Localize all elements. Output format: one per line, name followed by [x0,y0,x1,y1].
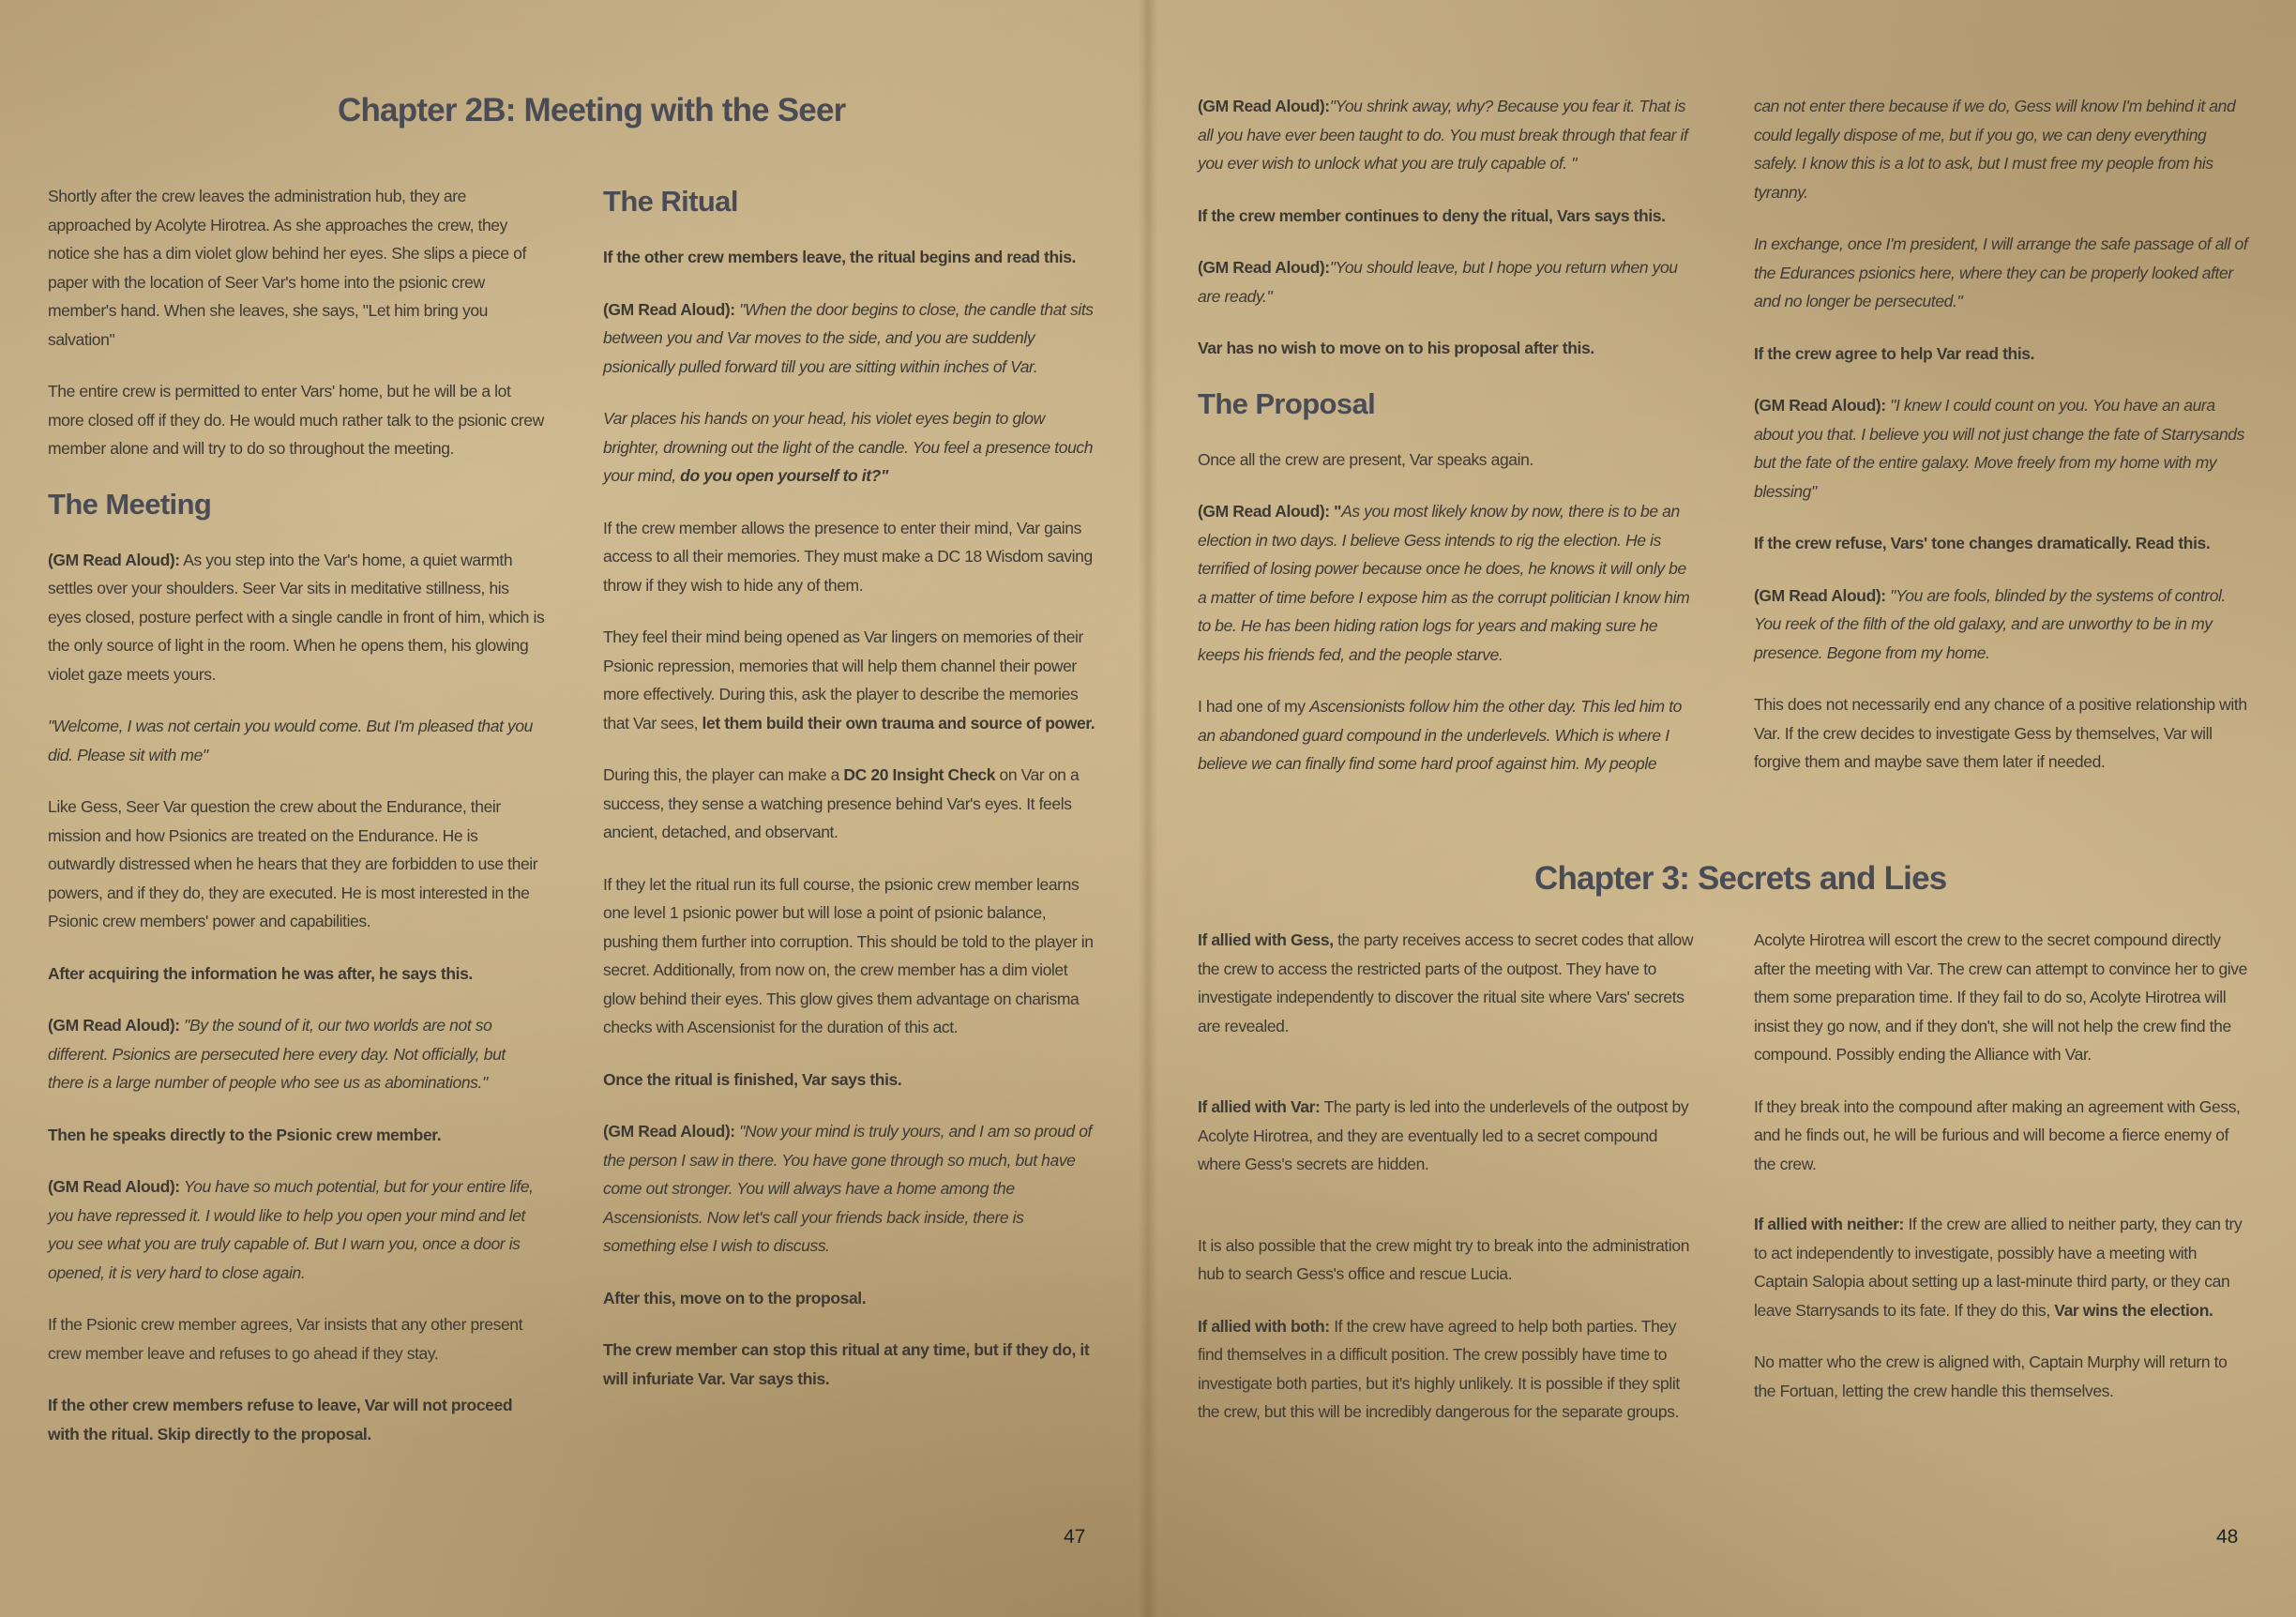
var-quote: "Welcome, I was not certain you would come. But I'm pleased that you did. Please sit with me" [48,717,534,764]
gm-read-aloud-paragraph [1198,497,1695,669]
heading-the-meeting: The Meeting [48,487,212,521]
instruction-paragraph: After acquiring the information he was after, he says this. [48,963,473,983]
body-paragraph: It is also possible that the crew might try to break into the administration hub to search Gess's office and rescue Lucia. [1198,1235,1690,1283]
gm-text: "You should leave, but I hope you return when you are ready." [1198,258,1678,306]
gm-label: (GM Read Aloud): [1198,258,1330,277]
instruction-paragraph: Then he speaks directly to the Psionic crew member. [48,1125,442,1144]
page-number-left: 47 [1064,1526,1086,1548]
gm-text: "I knew I could count on you. You have an aura about you that. I believe you will not just change the fate of Starrysands but the fate of the entire galaxy. Move freely from my home with my blessing" [1754,396,2244,501]
instruction-paragraph: If the crew refuse, Vars' tone changes dramatically. Read this. [1754,534,2211,552]
body-paragraph: If the Psionic crew member agrees, Var insists that any other present crew member leave and refuses to go ahead if they stay. [48,1315,523,1363]
gm-label: (GM Read Aloud): [1754,585,1886,605]
gm-read-aloud-paragraph [603,1117,1100,1261]
page-gutter [1139,0,1157,1617]
gm-text: You have so much potential, but for your entire life, you have repressed it. I would like to help you open your mind and let you see what you are truly capable of. But I warn you, once a door is opened, it is very hard to close again. [48,1177,534,1282]
gm-label: (GM Read Aloud): [48,1016,180,1035]
body-paragraph: If the crew member allows the presence to enter their mind, Var gains access to all their memories. They must make a DC 18 Wisdom saving throw if they wish to hide any of them. [603,518,1093,595]
gm-label: (GM Read Aloud): [603,1122,735,1141]
alliance-paragraph [1198,1093,1695,1179]
body-emphasis: let them build their own trauma and source of power. [702,713,1095,733]
instruction-paragraph: The crew member can stop this ritual at any time, but if they do, it will infuriate Var. Var says this. [603,1340,1090,1388]
right-column-3 [1198,926,1695,1427]
body-text: During this, the player can make a [603,765,844,784]
body-paragraph: If they let the ritual run its full course, the psionic crew member learns one level 1 psionic power but will lose a point of psionic balance, pushing them further into corruption. This should be told to the player in secret. Additionally, from now on, the crew member has a dim violet glow behind their eyes. This glow gives them advantage on charisma checks with Ascensionist for the duration of this act. [603,874,1094,1036]
instruction-paragraph: If the other crew members leave, the ritual begins and read this. [603,248,1077,266]
body-paragraph [1198,692,1695,778]
gm-label: (GM Read Aloud): [48,1177,180,1196]
body-paragraph: Acolyte Hirotrea will escort the crew to the secret compound directly after the meeting with Var. The crew can attempt to convince her to give them some preparation time. If they fail to do so, Acolyte Hirotrea will insist they go now, and if they don't, she will not help the crew find the compound. Possibly ending the Alliance with Var. [1754,930,2247,1064]
left-column-1 [48,182,545,1448]
alliance-text: If the crew are allied to neither party, they can try to act independently to investigate, possibly have a meeting with Captain Salopia about setting up a last-minute third party, or they can leave Starrysands to its fate. If they do this, [1754,1215,2243,1320]
instruction-paragraph: Var has no wish to move on to his proposal after this. [1198,339,1594,357]
gm-read-aloud-paragraph [1198,253,1695,310]
alliance-paragraph [1198,1312,1695,1427]
instruction-paragraph: If the crew agree to help Var read this. [1754,343,2035,363]
gm-text: As you most likely know by now, there is to be an election in two days. I believe Gess intends to rig the election. He is terrified of losing power because once he does, he knows it will only be a matter of time before I expose him as the corrupt politician I know him to be. He has been hiding ration logs for years and making sure he keeps his friends fed, and the people starve. [1198,502,1690,664]
ritual-text: Var places his hands on your head, his violet eyes begin to glow brighter, drowning out the light of the candle. You feel a presence touch your mind, [603,409,1094,485]
heading-the-ritual: The Ritual [603,185,738,218]
proposal-exchange: In exchange, once I'm president, I will arrange the safe passage of all of the Edurances psionics here, where they can be properly looked after and no longer be persecuted." [1754,234,2248,310]
gm-open-quote: " [1329,502,1342,521]
instruction-paragraph: Once the ritual is finished, Var says this. [603,1069,902,1089]
page-number-right: 48 [2216,1526,2239,1548]
body-text: They feel their mind being opened as Var lingers on memories of their Psionic repression, memories that will help them channel their power more effectively. During this, ask the player to describe the memories that Var sees, [603,627,1083,733]
proposal-continued: can not enter there because if we do, Gess will know I'm behind it and could legally dispose of me, but if you go, we can deny everything safely. I know this is a lot to ask, but I must free my people from his tyranny. [1754,97,2236,202]
left-column-2 [603,184,1100,1393]
gm-label: (GM Read Aloud): [48,550,180,569]
intro-paragraph: Shortly after the crew leaves the administration hub, they are approached by Acolyte Hirotrea. As she approaches the crew, they notice she has a dim violet glow behind her eyes. She slips a piece of paper with the location of Seer Var's home into the psionic crew member's hand. When she leaves, she says, "Let him bring you salvation" [48,187,526,349]
chapter-title-2b: Chapter 2B: Meeting with the Seer [338,92,846,128]
instruction-paragraph: After this, move on to the proposal. [603,1288,867,1307]
alliance-label: If allied with Var: [1198,1097,1321,1116]
ritual-read-aloud [603,404,1100,491]
gm-text: Ascensionists follow him the other day. This led him to an abandoned guard compound in the underlevels. Which is where I believe we can finally find some hard proof against him. My people [1198,697,1682,773]
alliance-text: The party is led into the underlevels of the outpost by Acolyte Hirotrea, and they are eventually led to a secret compound where Gess's secrets are hidden. [1198,1097,1689,1173]
election-outcome: Var wins the election. [2054,1300,2213,1320]
gm-read-aloud-paragraph [48,546,545,689]
alliance-text: If the crew have agreed to help both parties. They find themselves in a difficult position. The crew possibly have time to investigate both parties, but it's highly unlikely. It is possible if they split the crew, but this will be incredibly dangerous for the separate groups. [1198,1316,1680,1421]
gm-read-aloud-paragraph [48,1172,545,1287]
gm-read-aloud-paragraph [603,295,1100,382]
alliance-label: If allied with neither: [1754,1215,1904,1233]
body-text: on Var on a success, they sense a watching presence behind Var's eyes. It feels ancient, detached, and observant. [603,765,1080,841]
body-paragraph: This does not necessarily end any chance of a positive relationship with Var. If the crew decides to investigate Gess by themselves, Var will forgive them and maybe save them later if needed. [1754,695,2247,771]
gm-read-aloud-paragraph [1198,92,1695,178]
gm-text: "Now your mind is truly yours, and I am so proud of the person I saw in there. You have gone through so much, but have come out stronger. You will always have a home among the Ascensionists. Now let's call your friends back inside, there is something else I wish to discuss. [603,1122,1093,1255]
gm-read-aloud-paragraph [1754,391,2251,506]
gm-label: (GM Read Aloud): [603,299,735,319]
body-paragraph: No matter who the crew is aligned with, Captain Murphy will return to the Fortuan, letting the crew handle this themselves. [1754,1353,2228,1400]
right-column-2 [1754,92,2251,777]
chapter-title-3: Chapter 3: Secrets and Lies [1534,860,1947,897]
instruction-paragraph: If the crew member continues to deny the ritual, Vars says this. [1198,205,1666,225]
alliance-label: If allied with both: [1198,1316,1330,1336]
alliance-text: the party receives access to secret codes that allow the crew to access the restricted parts of the outpost. They have to investigate independently to discover the ritual site where Vars' secrets are revealed. [1198,930,1694,1035]
gm-read-aloud-paragraph [48,1011,545,1097]
alliance-paragraph [1754,1210,2251,1324]
intro-paragraph: The entire crew is permitted to enter Vars' home, but he will be a lot more closed off if they do. He would much rather talk to the psionic crew member alone and will try to do so throughout the meeting. [48,382,544,458]
alliance-label: If allied with Gess, [1198,930,1334,949]
body-text: I had one of my [1198,697,1310,716]
ritual-question: do you open yourself to it?" [680,466,888,485]
gm-text: "When the door begins to close, the candle that sits between you and Var moves to the side, and you are suddenly psionically pulled forward till you are sitting within inches of Var. [603,299,1094,376]
heading-the-proposal: The Proposal [1198,386,1376,420]
gm-text: "You shrink away, why? Because you fear it. That is all you have ever been taught to do. You must break through that fear if you ever wish to unlock what you are truly capable of. " [1198,97,1688,173]
gm-label: (GM Read Aloud): [1198,97,1330,115]
gm-text: "By the sound of it, our two worlds are not so different. Psionics are persecuted here every day. Not officially, but there is a large number of people who see us as abominations." [48,1016,506,1092]
gm-label: (GM Read Aloud): [1198,502,1330,521]
right-column-4 [1754,926,2251,1405]
instruction-paragraph: If the other crew members refuse to leave, Var will not proceed with the ritual. Skip directly to the proposal. [48,1396,513,1443]
body-paragraph: Once all the crew are present, Var speaks again. [1198,449,1533,469]
gm-text: As you step into the Var's home, a quiet warmth settles over your shoulders. Seer Var sits in meditative stillness, his eyes closed, posture perfect with a single candle in front of him, which is the only source of light in the room. When he opens them, his glowing violet gaze meets yours. [48,550,545,684]
body-paragraph [603,623,1100,737]
body-paragraph: Like Gess, Seer Var question the crew about the Endurance, their mission and how Psionics are treated on the Endurance. He is outwardly distressed when he hears that they are forbidden to use their powers, and if they do, they are executed. He is most interested in the Psionic crew members' power and capabilities. [48,797,538,930]
gm-read-aloud-paragraph [1754,582,2251,668]
body-paragraph: If they break into the compound after making an agreement with Gess, and he finds out, he will be furious and will become a fierce enemy of the crew. [1754,1096,2241,1173]
body-paragraph [603,761,1100,847]
insight-check: DC 20 Insight Check [843,765,996,784]
right-column-1 [1198,92,1695,778]
alliance-paragraph [1198,926,1695,1040]
gm-label: (GM Read Aloud): [1754,396,1886,415]
gm-text: "You are fools, blinded by the systems of control. You reek of the filth of the old galaxy, and are unworthy to be in my presence. Begone from my home. [1754,585,2226,662]
